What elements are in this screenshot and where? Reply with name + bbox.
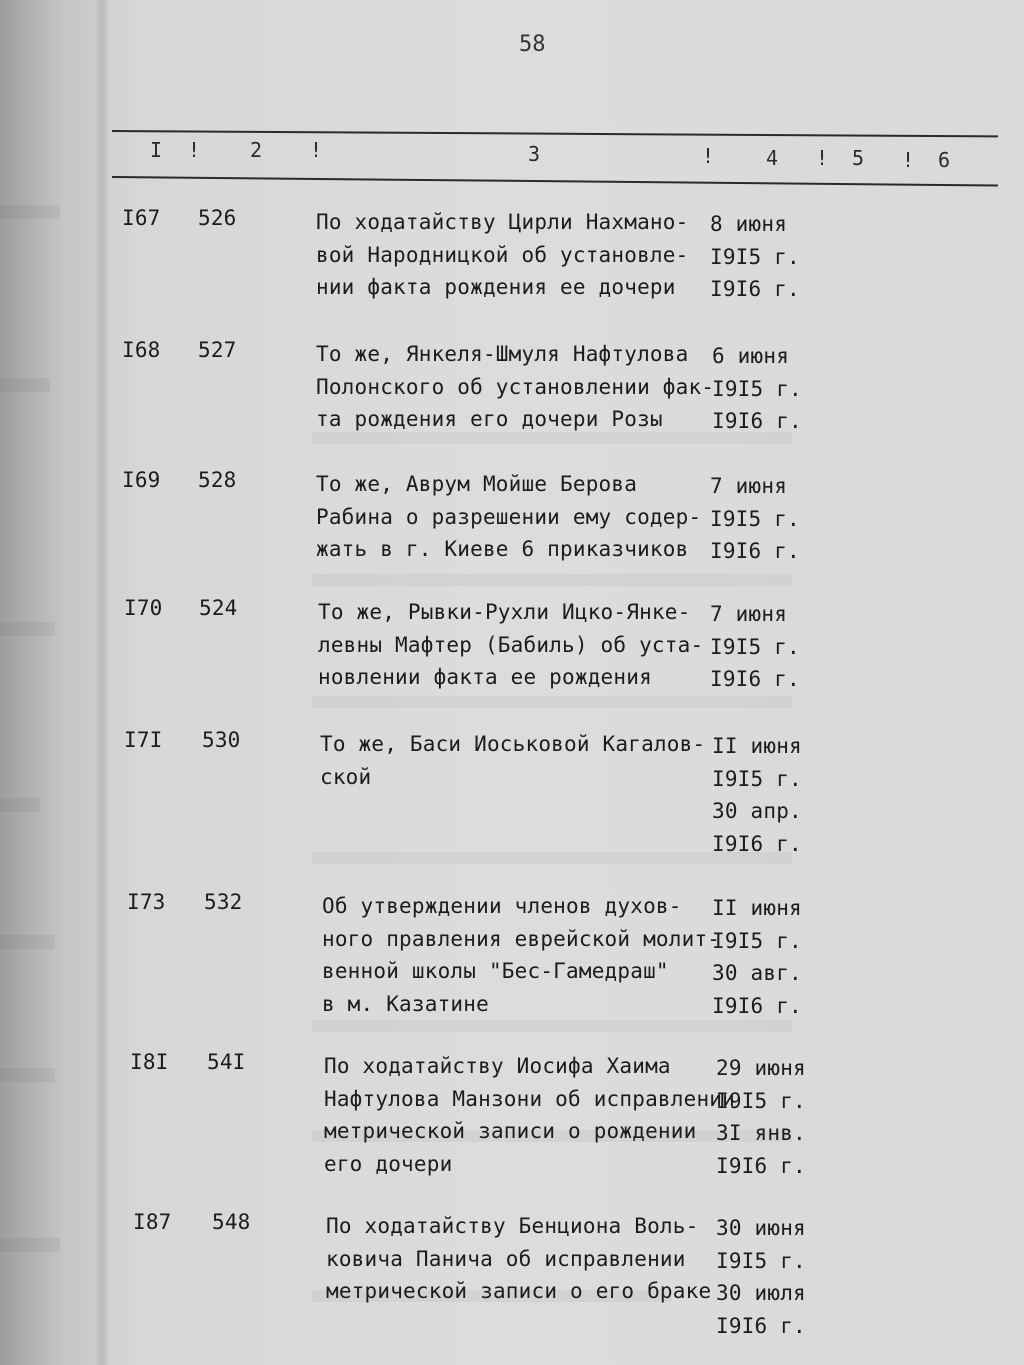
bleed-through-mark: [0, 798, 40, 812]
description-line: По ходатайству Бенциона Воль-: [326, 1214, 699, 1238]
book-gutter-shadow: [95, 0, 109, 1365]
description-line: То же, Янкеля-Шмуля Нафтулова: [316, 342, 689, 366]
entry-number: I67: [122, 206, 161, 230]
file-number: 530: [202, 728, 241, 752]
entry-number: I7I: [124, 728, 163, 752]
date-line: I9I5 г.: [712, 766, 802, 791]
header-col-1: I: [150, 138, 163, 162]
description-line: Рабина о разрешении ему содер-: [316, 504, 702, 529]
header-col-2: 2: [250, 138, 263, 162]
entry-number: I70: [124, 596, 163, 620]
description-line: нии факта рождения ее дочери: [316, 275, 676, 299]
entry-number: I8I: [130, 1050, 169, 1074]
date-line: I9I6 г.: [712, 409, 802, 433]
bleed-through-mark: [312, 432, 792, 444]
file-number: 527: [198, 338, 237, 362]
description-line: новлении факта ее рождения: [318, 665, 652, 689]
description-line: ковича Панича об исправлении: [326, 1246, 686, 1271]
table-header: [112, 132, 998, 178]
date-line: I9I6 г.: [710, 667, 800, 691]
header-col-6: 6: [938, 148, 951, 172]
description-line: вой Народницкой об установле-: [316, 242, 689, 267]
description-line: венной школы "Бес-Гамедраш": [322, 959, 669, 983]
date-line: 6 июня: [712, 344, 790, 368]
entry-number: I68: [122, 338, 161, 362]
date-line: 8 июня: [710, 212, 788, 236]
description-line: ской: [320, 764, 372, 789]
date-line: I9I6 г.: [712, 993, 802, 1018]
description-line: То же, Аврум Мойше Берова: [316, 472, 638, 496]
bleed-through-mark: [0, 205, 60, 219]
description-line: Об утверждении членов духов-: [322, 894, 682, 918]
description-line: в м. Казатине: [322, 991, 489, 1016]
file-number: 528: [198, 468, 237, 492]
bleed-through-mark: [0, 935, 55, 949]
description-line: ного правления еврейской молит-: [322, 926, 721, 951]
file-number: 548: [212, 1210, 251, 1234]
date-line: I9I5 г.: [710, 506, 800, 531]
date-line: I9I5 г.: [710, 634, 800, 659]
header-separator: !: [902, 148, 915, 172]
bleed-through-mark: [312, 696, 792, 708]
date-line: 30 авг.: [712, 961, 802, 985]
date-line: 7 июня: [710, 602, 788, 626]
date-line: 29 июня: [716, 1056, 806, 1080]
description-line: левны Мафтер (Бабиль) об уста-: [318, 632, 704, 657]
bleed-through-mark: [312, 574, 792, 586]
description-line: та рождения его дочери Розы: [316, 407, 663, 431]
date-line: I9I5 г.: [716, 1248, 806, 1273]
date-line: 30 июня: [716, 1216, 806, 1240]
date-line: I9I5 г.: [710, 244, 800, 269]
date-line: I9I6 г.: [716, 1313, 806, 1338]
entry-number: I69: [122, 468, 161, 492]
date-line: I9I5 г.: [712, 928, 802, 953]
header-col-4: 4: [766, 146, 779, 170]
bleed-through-mark: [0, 1068, 55, 1082]
description-line: его дочери: [324, 1151, 453, 1176]
date-line: I9I6 г.: [716, 1153, 806, 1178]
header-col-3: 3: [528, 142, 541, 166]
description-line: То же, Баси Иоськовой Кагалов-: [320, 732, 706, 756]
header-separator: !: [188, 138, 201, 162]
description-line: По ходатайству Цирли Нахмано-: [316, 210, 689, 234]
bleed-through-mark: [0, 622, 55, 636]
description-line: жать в г. Киеве 6 приказчиков: [316, 537, 689, 561]
date-line: I9I6 г.: [710, 277, 800, 301]
description-line: Нафтулова Манзони об исправлении: [324, 1086, 735, 1111]
date-line: I9I5 г.: [712, 376, 802, 401]
date-line: 3I янв.: [716, 1121, 806, 1145]
date-line: I9I5 г.: [716, 1088, 806, 1113]
date-line: I9I6 г.: [712, 831, 802, 856]
file-number: 532: [204, 890, 243, 914]
header-col-5: 5: [852, 146, 865, 170]
file-number: 526: [198, 206, 237, 230]
header-separator: !: [310, 138, 323, 162]
date-line: II июня: [712, 734, 802, 758]
date-line: 30 июля: [716, 1281, 806, 1305]
bleed-through-mark: [0, 378, 50, 392]
date-line: I9I6 г.: [710, 539, 800, 563]
entry-number: I87: [133, 1210, 172, 1234]
header-separator: !: [816, 146, 829, 170]
description-line: То же, Рывки-Рухли Ицко-Янке-: [318, 600, 691, 624]
description-line: метрической записи о рождении: [324, 1119, 697, 1143]
description-line: Полонского об установлении фак-: [316, 374, 715, 399]
date-line: 30 апр.: [712, 799, 802, 823]
file-number: 54I: [207, 1050, 246, 1074]
file-number: 524: [199, 596, 238, 620]
date-line: II июня: [712, 896, 802, 920]
bleed-through-mark: [0, 1238, 60, 1252]
description-line: метрической записи о его браке: [326, 1279, 712, 1303]
page-number: 58: [519, 32, 546, 57]
bleed-through-mark: [312, 1020, 792, 1032]
description-line: По ходатайству Иосифа Хаима: [324, 1054, 671, 1078]
entry-number: I73: [127, 890, 166, 914]
header-separator: !: [702, 144, 715, 168]
date-line: 7 июня: [710, 474, 788, 498]
